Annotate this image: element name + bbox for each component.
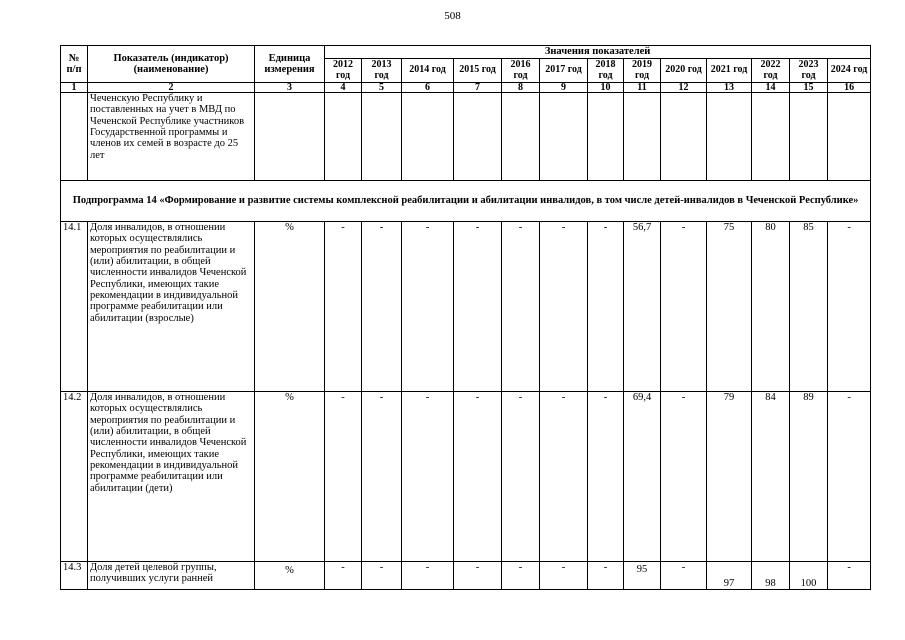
subprogram-title: Подпрограмма 14 «Формирование и развитие системы комплексной реабилитации и абилитации инвалидов, в том числе детей-инвалидов в Чеченской Республике» [61,181,871,222]
row-indicator-text: Доля детей целевой группы, получивших услуги ранней [88,562,255,590]
col-number: 1 [61,83,88,93]
header-col-numbers-row [61,83,871,93]
row-indicator-text: Чеченскую Республику и поставленных на учет в МВД по Чеченской Республике участников Государственной программы и членов их семей в возрасте до 25 лет [88,93,255,181]
table-row [61,93,871,181]
value-2019: 69,4 [624,392,661,562]
row-value [752,93,790,181]
value-2020: - [661,392,707,562]
year-2017: 2017 год [540,59,588,83]
col-number: 8 [502,83,540,93]
value-2024: - [828,222,871,392]
col-number: 9 [540,83,588,93]
year-2014: 2014 год [402,59,454,83]
value-2021: 97 [707,562,752,590]
col-number: 14 [752,83,790,93]
row-value [402,93,454,181]
value-2019: 95 [624,562,661,590]
row-id: 14.2 [61,392,88,562]
year-2022: 2022 год [752,59,790,83]
value-2016: - [502,222,540,392]
col-number: 4 [325,83,362,93]
header-values-group: Значения показателей [325,46,871,59]
value-2017: - [540,392,588,562]
value-2015: - [454,392,502,562]
row-value [707,93,752,181]
row-value [325,93,362,181]
row-indicator-text: Доля инвалидов, в отношении которых осуществлялись мероприятия по реабилитации и (или) абилитации, в общей численности инвалидов Чеченской Республики, имеющих такие рекомендации в индивидуальной программе реабилитации или абилитации (дети) [88,392,255,562]
year-2013: 2013 год [362,59,402,83]
col-number: 15 [790,83,828,93]
year-2024: 2024 год [828,59,871,83]
year-2015: 2015 год [454,59,502,83]
row-id: 14.3 [61,562,88,590]
col-number: 10 [588,83,624,93]
value-2024: - [828,392,871,562]
value-2017: - [540,562,588,590]
row-id: 14.1 [61,222,88,392]
year-2016: 2016 год [502,59,540,83]
year-2019: 2019 год [624,59,661,83]
value-2014: - [402,392,454,562]
col-number: 5 [362,83,402,93]
header-indicator: Показатель (индикатор) (наименование) [88,46,255,83]
value-2017: - [540,222,588,392]
col-number: 16 [828,83,871,93]
value-2015: - [454,562,502,590]
value-2014: - [402,562,454,590]
row-value [454,93,502,181]
row-value [588,93,624,181]
table-row [61,222,871,392]
value-2012: - [325,392,362,562]
row-value [790,93,828,181]
value-2020: - [661,562,707,590]
year-2023: 2023 год [790,59,828,83]
col-number: 11 [624,83,661,93]
value-2023: 89 [790,392,828,562]
value-2016: - [502,562,540,590]
value-2019: 56,7 [624,222,661,392]
value-2023: 100 [790,562,828,590]
indicators-table [60,45,871,590]
value-2018: - [588,562,624,590]
row-unit: % [255,392,325,562]
value-2024: - [828,562,871,590]
value-2023: 85 [790,222,828,392]
row-value [502,93,540,181]
row-id [61,93,88,181]
col-number: 2 [88,83,255,93]
row-value [661,93,707,181]
value-2016: - [502,392,540,562]
value-2018: - [588,222,624,392]
table-row [61,392,871,562]
row-unit: % [255,562,325,590]
page-number: 508 [444,10,461,22]
col-number: 6 [402,83,454,93]
value-2018: - [588,392,624,562]
value-2022: 84 [752,392,790,562]
row-value [624,93,661,181]
row-value [362,93,402,181]
row-value [828,93,871,181]
value-2014: - [402,222,454,392]
row-indicator-text: Доля инвалидов, в отношении которых осуществлялись мероприятия по реабилитации и (или) абилитации, в общей численности инвалидов Чеченской Республики, имеющих такие рекомендации в индивидуальной программе реабилитации или абилитации (взрослые) [88,222,255,392]
header-unit: Единица измерения [255,46,325,83]
header-num: № п/п [61,46,88,83]
value-2013: - [362,392,402,562]
table-row [61,562,871,590]
year-2018: 2018 год [588,59,624,83]
col-number: 13 [707,83,752,93]
year-2020: 2020 год [661,59,707,83]
row-unit [255,93,325,181]
value-2021: 79 [707,392,752,562]
value-2012: - [325,562,362,590]
col-number: 7 [454,83,502,93]
value-2022: 80 [752,222,790,392]
col-number: 3 [255,83,325,93]
subprogram-row [61,181,871,222]
value-2013: - [362,222,402,392]
year-2012: 2012 год [325,59,362,83]
value-2021: 75 [707,222,752,392]
row-value [540,93,588,181]
value-2012: - [325,222,362,392]
row-unit: % [255,222,325,392]
value-2022: 98 [752,562,790,590]
year-2021: 2021 год [707,59,752,83]
col-number: 12 [661,83,707,93]
value-2015: - [454,222,502,392]
value-2013: - [362,562,402,590]
value-2020: - [661,222,707,392]
